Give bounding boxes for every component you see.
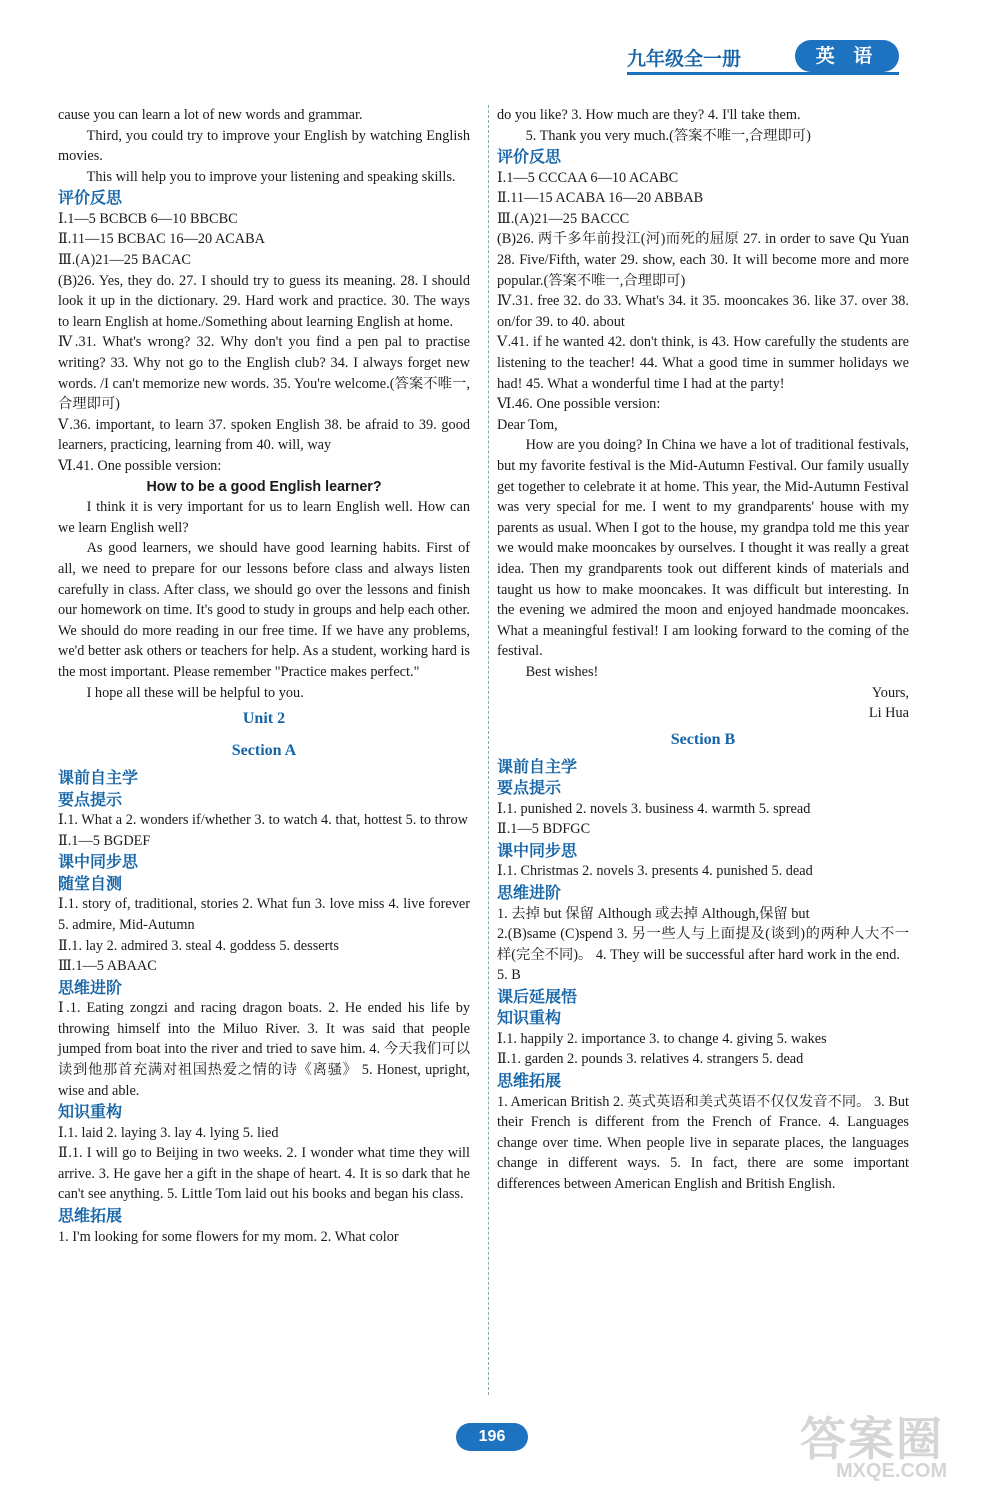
section-heading: 评价反思 bbox=[58, 188, 123, 208]
answer-line: Ⅰ.1—5 BCBCB 6—10 BBCBC bbox=[58, 210, 238, 227]
indented-paragraph: How are you doing? In China we have a lot of traditional festivals, but my favorite festival is the Mid-Autumn Festival. Our family usually get together to celebrate it at home. This year, the Mid-Autumn Festival was very special for me. I went to my grandparents' house with my parents as usual. When I got to the house, my grandpa told me this year we would make mooncakes by ourselves. I thought it was really a great idea. Then my grandparents took out different kinds of materials and taught us how to make mooncakes. It was difficult but interesting. In the evening we admired the moon and enjoyed handmade mooncakes. What a meaningful festival! I am looking forward to the coming of the festival. bbox=[497, 437, 909, 660]
answer-line: Ⅱ.1. I will go to Beijing in two weeks. 2. I wonder what time they will arrive. 3. He gave her a gift in the shape of heart. 4. It is so dark that he can't see anything. 5. Little Tom laid out his books and began his class. bbox=[58, 1145, 470, 1203]
answer-line: Ⅲ.(A)21—25 BACCC bbox=[497, 210, 630, 227]
section-heading: 思维进阶 bbox=[497, 883, 562, 902]
answer-line: 1. 去掉 but 保留 Although 或去掉 Although,保留 but bbox=[497, 905, 810, 922]
answer-line: cause you can learn a lot of new words and grammar. bbox=[58, 107, 363, 123]
indented-paragraph: I hope all these will be helpful to you. bbox=[86, 684, 304, 701]
page-number: 196 bbox=[456, 1423, 528, 1451]
section-heading: 思维拓展 bbox=[497, 1071, 562, 1091]
section-heading: 课后延展悟 bbox=[497, 986, 578, 1006]
page-header bbox=[615, 38, 915, 78]
answer-line: Ⅳ.31. What's wrong? 32. Why don't you find a pen pal to practise writing? 33. Why not go to the English club? 34. I always forget new words. /I can't memorize new words. 35. You're welcome.(答案不唯一,合理即可) bbox=[58, 334, 470, 413]
signature-line: Yours, bbox=[871, 684, 909, 701]
indented-paragraph: I think it is very important for us to learn English well. How can we learn English well? bbox=[58, 499, 470, 536]
right-answer-column bbox=[497, 105, 909, 1195]
indented-paragraph: 5. Thank you very much.(答案不唯一,合理即可) bbox=[525, 127, 811, 144]
section-heading: 要点提示 bbox=[58, 789, 123, 809]
answer-line: Dear Tom, bbox=[497, 416, 558, 433]
header-underline bbox=[627, 72, 899, 75]
answer-line: Ⅰ.1. laid 2. laying 3. lay 4. lying 5. lied bbox=[58, 1124, 279, 1141]
section-heading: 知识重构 bbox=[497, 1008, 562, 1028]
answer-line: Ⅲ.(A)21—25 BACAC bbox=[58, 252, 191, 269]
section-heading: 思维进阶 bbox=[58, 977, 123, 997]
signature-line: Li Hua bbox=[868, 705, 909, 722]
unit-heading: Section B bbox=[670, 730, 736, 748]
answer-line: Ⅰ.1. Eating zongzi and racing dragon boats. 2. He ended his life by throwing himself into the Miluo River. 3. It was said that people jumped from boat into the river and tried to save him. 4. 今天我们可以读到他那首充满对祖国热爱之情的诗《离骚》 5. Honest, upright, wise and able. bbox=[58, 1000, 470, 1099]
unit-heading: Unit 2 bbox=[242, 710, 286, 728]
answer-line: 1. American British 2. 英式英语和美式英语不仅仅发音不同。 3. But their French is different from the French of France. 4. Languages change over time. When people live in separate places, the languages change in different ways. 5. In fact, there are some important differences between American English and British English. bbox=[497, 1093, 909, 1192]
answer-line: (B)26. Yes, they do. 27. I should try to guess its meaning. 28. I should look it up in the dictionary. 29. Hard work and practice. 30. The ways to learn English at home./Something about learning English at home. bbox=[58, 272, 470, 330]
answer-line: Ⅰ.1—5 CCCAA 6—10 ACABC bbox=[497, 169, 679, 186]
section-heading: 课前自主学 bbox=[58, 768, 139, 788]
answer-line: Ⅱ.1—5 BDFGC bbox=[497, 821, 591, 838]
answer-line: Ⅰ.1. What a 2. wonders if/whether 3. to watch 4. that, hottest 5. to throw bbox=[58, 812, 468, 829]
answer-line: 5. B bbox=[497, 967, 521, 984]
answer-line: Ⅲ.1—5 ABAAC bbox=[58, 958, 157, 975]
grade-label: 九年级全一册 bbox=[627, 48, 742, 70]
answer-line: Ⅵ.41. One possible version: bbox=[58, 458, 222, 474]
answer-line: Ⅰ.1. punished 2. novels 3. business 4. warmth 5. spread bbox=[497, 800, 811, 817]
section-heading: 评价反思 bbox=[497, 147, 562, 167]
section-heading: 课中同步思 bbox=[58, 852, 139, 872]
answer-line: Ⅰ.1. happily 2. importance 3. to change 4. giving 5. wakes bbox=[497, 1030, 827, 1047]
answer-line: 2.(B)same (C)spend 3. 另一些人与上面提及(谈到)的两种人大不一样(完全不同)。 4. They will be successful after hard work in the end. bbox=[497, 926, 909, 963]
indented-paragraph: Best wishes! bbox=[525, 663, 599, 680]
section-heading: 随堂自测 bbox=[58, 873, 123, 893]
watermark-logo: 答案圈 bbox=[800, 1412, 944, 1466]
section-heading: 课前自主学 bbox=[497, 756, 578, 776]
indented-paragraph: Third, you could try to improve your English by watching English movies. bbox=[58, 127, 470, 165]
answer-line: Ⅰ.1. Christmas 2. novels 3. presents 4. punished 5. dead bbox=[497, 863, 813, 880]
section-heading: 知识重构 bbox=[58, 1102, 123, 1122]
essay-title: How to be a good English learner? bbox=[146, 478, 382, 495]
answer-line: Ⅱ.1—5 BGDEF bbox=[58, 832, 151, 849]
subject-badge: 英 语 bbox=[795, 40, 899, 72]
answer-line: Ⅴ.36. important, to learn 37. spoken English 38. be afraid to 39. good learners, practicing, learning from 40. will, way bbox=[58, 416, 470, 454]
watermark-site: MXQE.COM bbox=[836, 1460, 948, 1482]
answer-line: Ⅱ.11—15 ACABA 16—20 ABBAB bbox=[497, 190, 704, 207]
answer-line: Ⅱ.1. lay 2. admired 3. steal 4. goddess 5. desserts bbox=[58, 937, 339, 954]
left-answer-column bbox=[58, 105, 470, 1247]
answer-line: Ⅱ.1. garden 2. pounds 3. relatives 4. strangers 5. dead bbox=[497, 1051, 804, 1068]
answer-line: Ⅳ.31. free 32. do 33. What's 34. it 35. mooncakes 36. like 37. over 38. on/for 39. to 40. about bbox=[497, 293, 909, 330]
answer-line: 1. I'm looking for some flowers for my mom. 2. What color bbox=[58, 1228, 399, 1245]
section-heading: 课中同步思 bbox=[497, 840, 578, 860]
answer-line: (B)26. 两千多年前投江(河)而死的屈原 27. in order to save Qu Yuan 28. Five/Fifth, water 29. show, each 30. It will become more and more popular.(答案不唯一,合理即可) bbox=[497, 231, 909, 289]
answer-line: do you like? 3. How much are they? 4. I'll take them. bbox=[497, 107, 801, 123]
answer-line: Ⅰ.1. story of, traditional, stories 2. What fun 3. love miss 4. live forever 5. admire, Mid-Autumn bbox=[58, 896, 470, 933]
indented-paragraph: As good learners, we should have good learning habits. First of all, we need to prepare for our lessons before class and always listen carefully in class. After class, we should go over the lessons and finish our homework on time. It's good to study in groups and help each other. We should do more reading in our free time. If we have any problems, we'd better ask others or teachers for help. As a student, working hard is the most important. Please remember "Practice makes perfect." bbox=[58, 540, 470, 680]
answer-line: Ⅵ.46. One possible version: bbox=[497, 396, 661, 413]
section-heading: 思维拓展 bbox=[58, 1206, 123, 1226]
column-divider bbox=[488, 105, 489, 1395]
answer-line: Ⅴ.41. if he wanted 42. don't think, is 43. How carefully the students are listening to the teacher! 44. What a good time in summer holidays we had! 45. What a wonderful time I had at the party! bbox=[497, 334, 909, 392]
indented-paragraph: This will help you to improve your listening and speaking skills. bbox=[86, 168, 456, 185]
section-heading: 要点提示 bbox=[497, 778, 562, 798]
unit-heading: Section A bbox=[231, 742, 297, 760]
answer-line: Ⅱ.11—15 BCBAC 16—20 ACABA bbox=[58, 231, 265, 248]
